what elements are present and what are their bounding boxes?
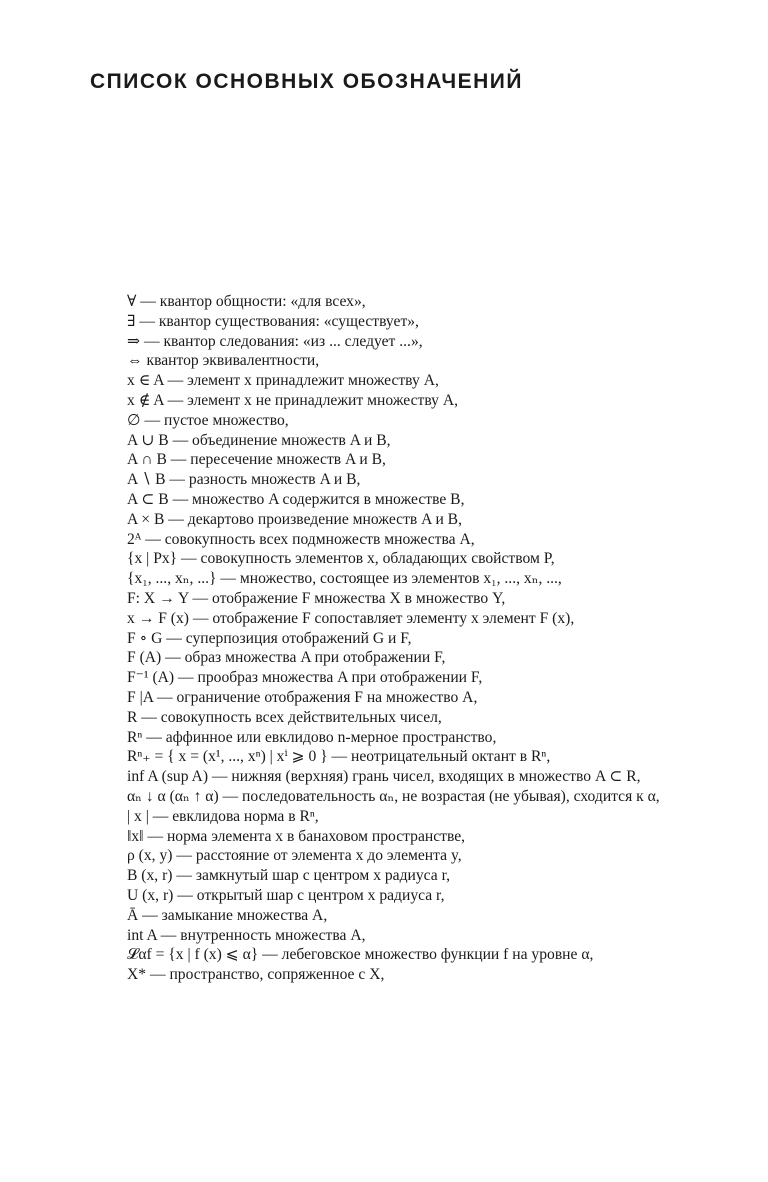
notation-entry: Rⁿ — аффинное или евклидово n-мерное пространство, bbox=[127, 728, 497, 746]
notation-entry: A ⊂ B — множество A содержится в множестве B, bbox=[127, 490, 465, 508]
notation-entry: int A — внутренность множества A, bbox=[127, 926, 366, 944]
notation-entry: U (x, r) — открытый шар с центром x радиуса r, bbox=[127, 886, 445, 904]
notation-entry: inf A (sup A) — нижняя (верхняя) грань чисел, входящих в множество A ⊂ R, bbox=[127, 768, 641, 786]
notation-entry: A ∪ B — объединение множеств A и B, bbox=[127, 431, 391, 449]
notation-entry: F (A) — образ множества A при отображении F, bbox=[127, 649, 446, 667]
notation-entry: 𝓛αf = {x | f (x) ⩽ α} — лебеговское множество функции f на уровне α, bbox=[127, 946, 594, 964]
notation-entry: F: X → Y — отображение F множества X в множество Y, bbox=[127, 589, 506, 607]
notation-entry: X* — пространство, сопряженное с X, bbox=[127, 966, 385, 984]
notation-entry: x ∉ A — элемент x не принадлежит множеству A, bbox=[127, 391, 459, 409]
notation-entry: Ā — замыкание множества A, bbox=[127, 906, 328, 924]
notation-entry: αₙ ↓ α (αₙ ↑ α) — последовательность αₙ, не возрастая (не убывая), сходится к α, bbox=[127, 787, 660, 805]
notation-entry: {x | Px} — совокупность элементов x, обладающих свойством P, bbox=[127, 550, 555, 568]
notation-entry: Rⁿ₊ = { x = (x¹, ..., xⁿ) | xⁱ ⩾ 0 } — неотрицательный октант в Rⁿ, bbox=[127, 748, 551, 766]
notation-entry: R — совокупность всех действительных чисел, bbox=[127, 708, 442, 726]
notation-entry: ∅ — пустое множество, bbox=[127, 411, 289, 429]
notation-entry: ‖x‖ — норма элемента x в банаховом пространстве, bbox=[127, 827, 466, 845]
notation-entry: 2ᴬ — совокупность всех подмножеств множества A, bbox=[127, 530, 475, 548]
notation-entry: x → F (x) — отображение F сопоставляет элементу x элемент F (x), bbox=[127, 609, 575, 627]
notation-entry: A ∩ B — пересечение множеств A и B, bbox=[127, 451, 386, 469]
notation-entry: B (x, r) — замкнутый шар с центром x радиуса r, bbox=[127, 867, 451, 885]
notation-entry: F⁻¹ (A) — прообраз множества A при отображении F, bbox=[127, 669, 483, 687]
notation-entry: A × B — декартово произведение множеств A и B, bbox=[127, 510, 462, 528]
notation-entry: A ∖ B — разность множеств A и B, bbox=[127, 471, 361, 489]
notation-entry: | x | — евклидова норма в Rⁿ, bbox=[127, 807, 319, 825]
notation-entry: F ∘ G — суперпозиция отображений G и F, bbox=[127, 629, 412, 647]
notation-entry: {x₁, ..., xₙ, ...} — множество, состоящее из элементов x₁, ..., xₙ, ..., bbox=[127, 570, 562, 588]
notation-entry: x ∈ A — элемент x принадлежит множеству A, bbox=[127, 372, 439, 390]
notation-entry: F |A — ограничение отображения F на множество A, bbox=[127, 688, 478, 706]
notation-entry: ⇒ — квантор следования: «из ... следует ...», bbox=[127, 332, 423, 350]
notation-entry: ∃ — квантор существования: «существует», bbox=[127, 312, 419, 330]
notation-entry: ⇔ квантор эквивалентности, bbox=[127, 352, 320, 370]
notation-entry: ρ (x, y) — расстояние от элемента x до элемента y, bbox=[127, 847, 462, 865]
notation-list bbox=[90, 292, 675, 985]
notation-entry: ∀ — квантор общности: «для всех», bbox=[127, 293, 366, 310]
page-title: СПИСОК ОСНОВНЫХ ОБОЗНАЧЕНИЙ bbox=[90, 70, 523, 93]
